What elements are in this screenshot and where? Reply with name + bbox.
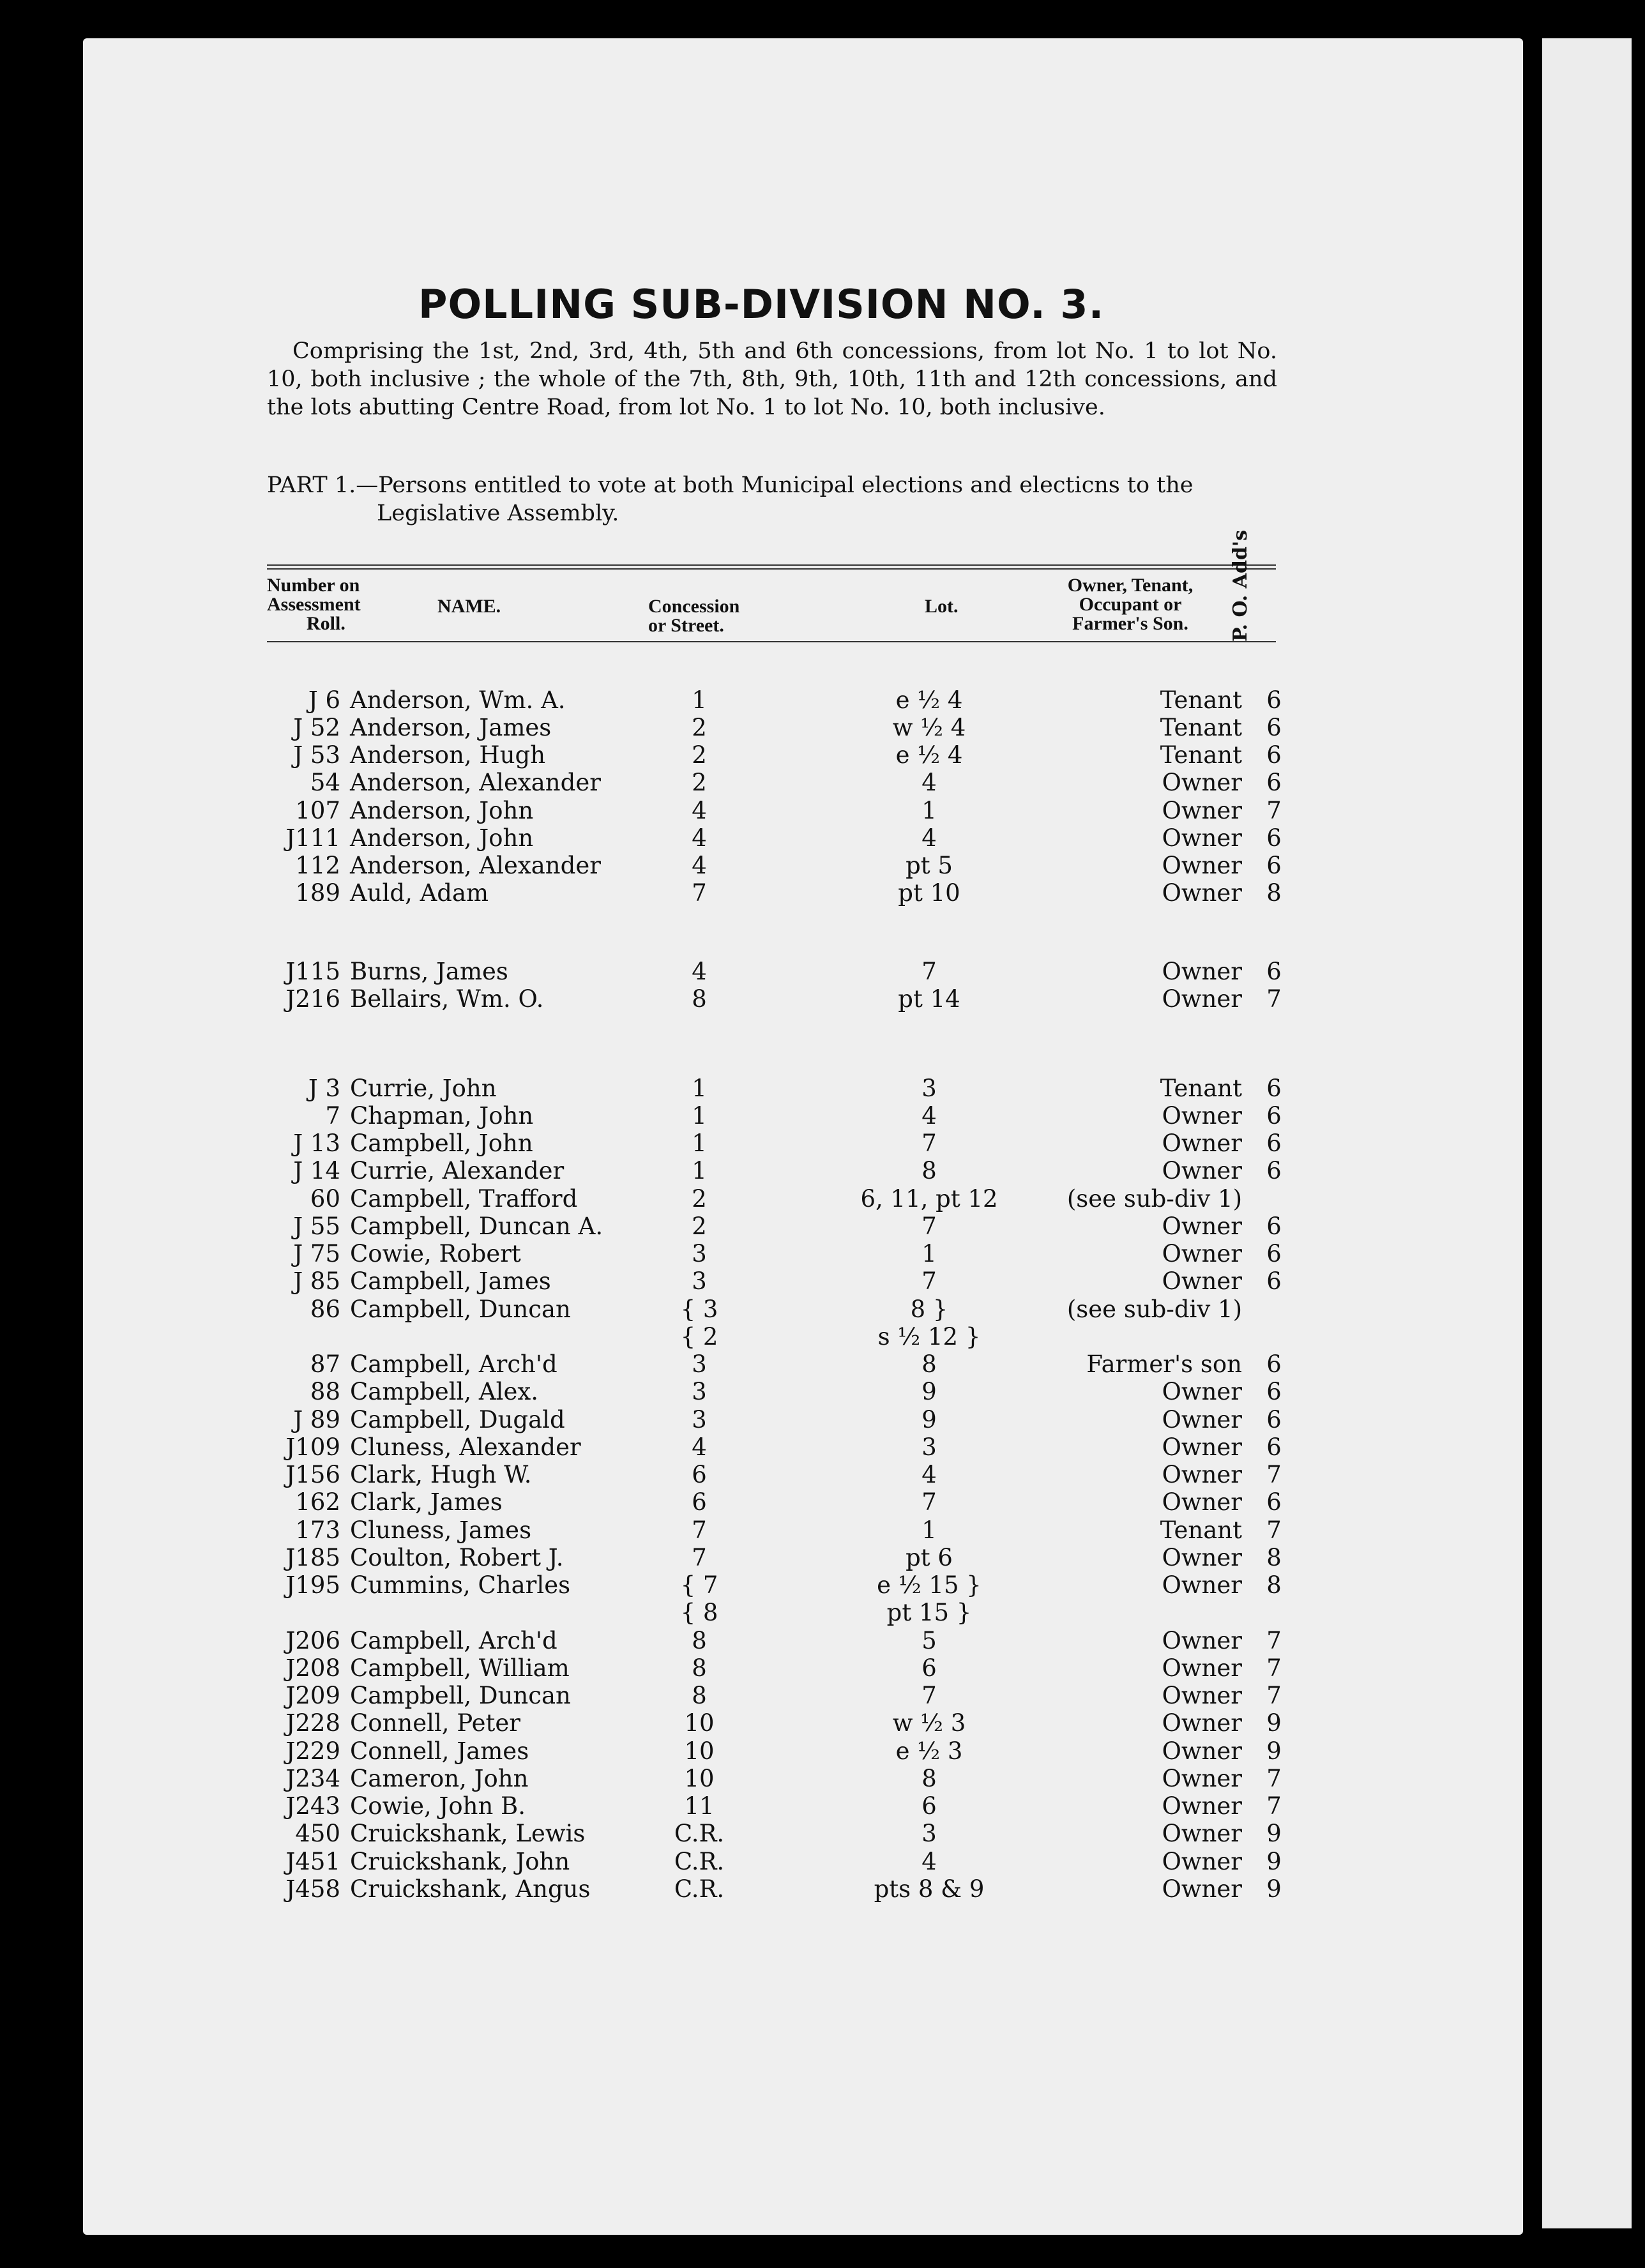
cell-name: Cowie, John B.	[350, 1792, 526, 1820]
cell-own: Owner	[1162, 1213, 1242, 1240]
cell-con: 10	[684, 1765, 715, 1792]
cell-name: Clark, James	[350, 1488, 503, 1516]
cell-lot: 8	[921, 1157, 937, 1184]
cell-lot: 4	[921, 1461, 937, 1488]
cell-con: 2	[692, 714, 707, 741]
cell-con: 2	[692, 1185, 707, 1213]
cell-po: 6	[1266, 769, 1282, 796]
cell-po: 6	[1266, 1157, 1282, 1184]
cell-lot: 9	[921, 1406, 937, 1433]
cell-lot: s ½ 12 }	[877, 1323, 981, 1350]
cell-name: Campbell, Duncan	[350, 1296, 571, 1323]
cell-po: 8	[1266, 879, 1282, 907]
cell-po: 8	[1266, 1571, 1282, 1599]
part-heading-line1: PART 1.—Persons entitled to vote at both Municipal elections and electicns to the	[267, 472, 1194, 498]
cell-con: 4	[692, 797, 707, 824]
cell-po: 6	[1266, 1240, 1282, 1267]
cell-con: 4	[692, 1433, 707, 1461]
cell-con: 3	[692, 1350, 707, 1378]
cell-own: Owner	[1162, 797, 1242, 824]
cell-lot: 3	[921, 1075, 937, 1102]
cell-con: { 8	[680, 1599, 718, 1626]
cell-lot: 7	[921, 1488, 937, 1516]
cell-num: J115	[285, 958, 340, 985]
cell-name: Campbell, Duncan	[350, 1682, 571, 1709]
cell-name: Bellairs, Wm. O.	[350, 985, 544, 1013]
cell-own: Owner	[1162, 1267, 1242, 1295]
cell-own: Owner	[1162, 1488, 1242, 1516]
cell-po: 6	[1266, 958, 1282, 985]
cell-name: Anderson, John	[350, 824, 534, 852]
cell-own: (see sub-div 1)	[1066, 1296, 1242, 1323]
cell-num: J451	[285, 1848, 340, 1875]
cell-num: J 3	[308, 1075, 340, 1102]
header-name: NAME.	[437, 596, 501, 617]
cell-num: 450	[295, 1820, 340, 1847]
cell-lot: 6	[921, 1792, 937, 1820]
cell-num: 189	[295, 879, 340, 907]
cell-con: C.R.	[674, 1848, 725, 1875]
cell-lot: pt 6	[906, 1544, 953, 1571]
table-top-rule	[267, 564, 1276, 566]
header-concession-line1: Concession	[648, 596, 740, 617]
cell-po: 9	[1266, 1737, 1282, 1765]
cell-name: Campbell, Dugald	[350, 1406, 565, 1433]
cell-own: Owner	[1162, 1654, 1242, 1682]
cell-po: 9	[1266, 1709, 1282, 1737]
cell-lot: 7	[921, 1130, 937, 1157]
cell-lot: 5	[921, 1627, 937, 1654]
cell-own: Owner	[1162, 824, 1242, 852]
cell-lot: w ½ 4	[892, 714, 966, 741]
cell-num: 54	[310, 769, 340, 796]
cell-num: 60	[310, 1185, 340, 1213]
cell-num: J 52	[293, 714, 340, 741]
cell-lot: pt 10	[898, 879, 960, 907]
cell-lot: w ½ 3	[892, 1709, 966, 1737]
cell-num: J206	[285, 1627, 340, 1654]
cell-num: J 85	[293, 1267, 340, 1295]
cell-own: Owner	[1162, 985, 1242, 1013]
cell-num: J 13	[293, 1130, 340, 1157]
cell-con: { 2	[680, 1323, 718, 1350]
cell-own: Tenant	[1160, 741, 1242, 769]
cell-po: 7	[1266, 985, 1282, 1013]
adjacent-page-edge	[1542, 38, 1632, 2228]
cell-lot: pt 15 }	[886, 1599, 972, 1626]
cell-con: 4	[692, 824, 707, 852]
cell-po: 6	[1266, 686, 1282, 714]
header-number-line2: Assessment	[267, 594, 361, 615]
cell-con: C.R.	[674, 1820, 725, 1847]
cell-name: Currie, Alexander	[350, 1157, 565, 1184]
cell-name: Campbell, James	[350, 1267, 551, 1295]
cell-lot: pts 8 & 9	[874, 1875, 985, 1903]
cell-num: J 6	[308, 686, 340, 714]
cell-name: Cummins, Charles	[350, 1571, 571, 1599]
cell-po: 7	[1266, 1516, 1282, 1544]
cell-con: 8	[692, 1654, 707, 1682]
cell-own: Owner	[1162, 1709, 1242, 1737]
cell-name: Chapman, John	[350, 1102, 534, 1130]
cell-po: 6	[1266, 1378, 1282, 1405]
page-title: POLLING SUB-DIVISION NO. 3.	[418, 281, 1105, 328]
cell-con: { 7	[680, 1571, 718, 1599]
header-owner-line3: Farmer's Son.	[1072, 613, 1188, 634]
part-heading-line2: Legislative Assembly.	[377, 501, 619, 526]
cell-po: 7	[1266, 1461, 1282, 1488]
cell-num: J195	[285, 1571, 340, 1599]
cell-lot: 4	[921, 1102, 937, 1130]
cell-con: 11	[684, 1792, 715, 1820]
table-top-rule-2	[267, 568, 1276, 570]
cell-own: Owner	[1162, 1240, 1242, 1267]
cell-own: Owner	[1162, 1792, 1242, 1820]
cell-con: 4	[692, 958, 707, 985]
cell-name: Campbell, Duncan A.	[350, 1213, 603, 1240]
cell-name: Currie, John	[350, 1075, 497, 1102]
header-owner-line1: Owner, Tenant,	[1067, 575, 1194, 596]
header-owner	[1035, 576, 1226, 633]
cell-num: J156	[285, 1461, 340, 1488]
cell-num: 7	[325, 1102, 340, 1130]
cell-lot: e ½ 4	[895, 686, 963, 714]
cell-num: J229	[285, 1737, 340, 1765]
cell-con: 3	[692, 1406, 707, 1433]
cell-lot: 4	[921, 1848, 937, 1875]
cell-num: J209	[285, 1682, 340, 1709]
cell-lot: 7	[921, 1267, 937, 1295]
cell-con: 4	[692, 852, 707, 879]
cell-name: Anderson, Alexander	[350, 769, 601, 796]
cell-own: Owner	[1162, 1461, 1242, 1488]
cell-name: Anderson, Wm. A.	[350, 686, 566, 714]
header-number-line1: Number on	[267, 575, 360, 596]
cell-con: 2	[692, 741, 707, 769]
cell-con: 8	[692, 1627, 707, 1654]
cell-own: Owner	[1162, 1433, 1242, 1461]
cell-lot: 6	[921, 1654, 937, 1682]
cell-num: J208	[285, 1654, 340, 1682]
cell-own: Owner	[1162, 1406, 1242, 1433]
cell-name: Connell, Peter	[350, 1709, 520, 1737]
cell-lot: 1	[921, 1516, 937, 1544]
cell-po: 6	[1266, 1130, 1282, 1157]
cell-name: Cruickshank, Angus	[350, 1875, 591, 1903]
cell-po: 7	[1266, 1627, 1282, 1654]
cell-con: 1	[692, 1102, 707, 1130]
cell-own: Owner	[1162, 852, 1242, 879]
cell-num: 173	[295, 1516, 340, 1544]
cell-con: 8	[692, 1682, 707, 1709]
cell-name: Anderson, John	[350, 797, 534, 824]
cell-num: 107	[295, 797, 340, 824]
cell-own: Owner	[1162, 1737, 1242, 1765]
cell-po: 9	[1266, 1848, 1282, 1875]
cell-own: Tenant	[1160, 1075, 1242, 1102]
cell-po: 6	[1266, 1350, 1282, 1378]
cell-own: Owner	[1162, 1130, 1242, 1157]
cell-name: Cluness, James	[350, 1516, 532, 1544]
cell-num: 87	[310, 1350, 340, 1378]
cell-con: 1	[692, 1157, 707, 1184]
cell-num: J458	[285, 1875, 340, 1903]
cell-name: Campbell, Arch'd	[350, 1627, 557, 1654]
cell-con: 3	[692, 1267, 707, 1295]
cell-num: 162	[295, 1488, 340, 1516]
cell-num: 86	[310, 1296, 340, 1323]
cell-own: Tenant	[1160, 686, 1242, 714]
cell-po: 9	[1266, 1820, 1282, 1847]
cell-own: Owner	[1162, 1544, 1242, 1571]
cell-name: Campbell, John	[350, 1130, 533, 1157]
cell-lot: 4	[921, 769, 937, 796]
cell-own: Tenant	[1160, 714, 1242, 741]
cell-po: 6	[1266, 714, 1282, 741]
cell-po: 6	[1266, 852, 1282, 879]
cell-con: 6	[692, 1488, 707, 1516]
cell-con: 8	[692, 985, 707, 1013]
cell-num: J 14	[293, 1157, 340, 1184]
cell-po: 7	[1266, 1765, 1282, 1792]
cell-po: 9	[1266, 1875, 1282, 1903]
cell-num: 112	[295, 852, 340, 879]
header-po: P. O. Add's	[1229, 529, 1252, 642]
cell-num: J 55	[293, 1213, 340, 1240]
cell-con: C.R.	[674, 1875, 725, 1903]
cell-con: 1	[692, 1130, 707, 1157]
cell-lot: 3	[921, 1433, 937, 1461]
cell-lot: 7	[921, 958, 937, 985]
cell-own: Owner	[1162, 879, 1242, 907]
table-header-rule	[267, 641, 1276, 642]
cell-num: J 53	[293, 741, 340, 769]
cell-name: Anderson, James	[350, 714, 552, 741]
cell-lot: 4	[921, 824, 937, 852]
cell-name: Coulton, Robert J.	[350, 1544, 564, 1571]
cell-own: Owner	[1162, 1157, 1242, 1184]
cell-name: Cruickshank, John	[350, 1848, 570, 1875]
cell-own: Owner	[1162, 1765, 1242, 1792]
cell-own: (see sub-div 1)	[1066, 1185, 1242, 1213]
cell-num: 88	[310, 1378, 340, 1405]
cell-po: 8	[1266, 1544, 1282, 1571]
cell-lot: 8	[921, 1350, 937, 1378]
cell-num: J185	[285, 1544, 340, 1571]
header-concession-line2: or Street.	[648, 615, 724, 636]
cell-con: 2	[692, 769, 707, 796]
cell-own: Owner	[1162, 1820, 1242, 1847]
cell-lot: e ½ 4	[895, 741, 963, 769]
header-number	[267, 576, 361, 633]
cell-name: Campbell, Alex.	[350, 1378, 538, 1405]
header-concession	[648, 597, 739, 635]
cell-con: 10	[684, 1737, 715, 1765]
cell-po: 6	[1266, 1406, 1282, 1433]
cell-name: Campbell, Trafford	[350, 1185, 578, 1213]
cell-po: 7	[1266, 1682, 1282, 1709]
cell-own: Owner	[1162, 1378, 1242, 1405]
cell-con: 3	[692, 1378, 707, 1405]
header-lot: Lot.	[925, 596, 959, 617]
cell-name: Cowie, Robert	[350, 1240, 521, 1267]
cell-po: 7	[1266, 1654, 1282, 1682]
cell-name: Cameron, John	[350, 1765, 529, 1792]
header-number-line3: Roll.	[307, 613, 345, 634]
cell-name: Clark, Hugh W.	[350, 1461, 532, 1488]
cell-num: J216	[285, 985, 340, 1013]
cell-num: J234	[285, 1765, 340, 1792]
cell-po: 6	[1266, 1075, 1282, 1102]
cell-name: Anderson, Hugh	[350, 741, 546, 769]
cell-lot: 9	[921, 1378, 937, 1405]
cell-own: Owner	[1162, 958, 1242, 985]
cell-con: 1	[692, 1075, 707, 1102]
cell-lot: 3	[921, 1820, 937, 1847]
cell-con: { 3	[680, 1296, 718, 1323]
cell-own: Owner	[1162, 769, 1242, 796]
cell-name: Auld, Adam	[350, 879, 489, 907]
header-owner-line2: Occupant or	[1079, 594, 1182, 615]
cell-own: Owner	[1162, 1875, 1242, 1903]
cell-lot: pt 14	[898, 985, 960, 1013]
cell-own: Owner	[1162, 1102, 1242, 1130]
cell-con: 6	[692, 1461, 707, 1488]
cell-po: 6	[1266, 1213, 1282, 1240]
cell-name: Cruickshank, Lewis	[350, 1820, 586, 1847]
cell-own: Owner	[1162, 1571, 1242, 1599]
cell-po: 6	[1266, 1433, 1282, 1461]
cell-con: 1	[692, 686, 707, 714]
cell-con: 7	[692, 879, 707, 907]
cell-lot: 1	[921, 797, 937, 824]
cell-lot: 6, 11, pt 12	[860, 1185, 998, 1213]
cell-num: J109	[285, 1433, 340, 1461]
cell-po: 6	[1266, 824, 1282, 852]
cell-num: J228	[285, 1709, 340, 1737]
cell-po: 6	[1266, 1488, 1282, 1516]
part-heading	[267, 471, 1282, 527]
description-paragraph: Comprising the 1st, 2nd, 3rd, 4th, 5th and 6th concessions, from lot No. 1 to lot No. 10, both inclusive ; the whole of the 7th, 8th, 9th, 10th, 11th and 12th concessions, and the lots abutting Centre Road, from lot No. 1 to lot No. 10, both inclusive.	[267, 338, 1277, 420]
cell-own: Tenant	[1160, 1516, 1242, 1544]
cell-own: Owner	[1162, 1848, 1242, 1875]
cell-num: J 75	[293, 1240, 340, 1267]
cell-num: J243	[285, 1792, 340, 1820]
cell-name: Burns, James	[350, 958, 508, 985]
cell-name: Cluness, Alexander	[350, 1433, 581, 1461]
cell-lot: e ½ 3	[895, 1737, 963, 1765]
cell-name: Anderson, Alexander	[350, 852, 601, 879]
cell-name: Campbell, William	[350, 1654, 570, 1682]
cell-own: Farmer's son	[1086, 1350, 1242, 1378]
cell-con: 7	[692, 1544, 707, 1571]
cell-lot: 7	[921, 1213, 937, 1240]
cell-lot: 8 }	[910, 1296, 948, 1323]
cell-num: J 89	[293, 1406, 340, 1433]
cell-po: 7	[1266, 1792, 1282, 1820]
cell-po: 6	[1266, 1267, 1282, 1295]
cell-lot: 8	[921, 1765, 937, 1792]
cell-lot: pt 5	[906, 852, 953, 879]
cell-name: Connell, James	[350, 1737, 529, 1765]
cell-po: 7	[1266, 797, 1282, 824]
cell-own: Owner	[1162, 1682, 1242, 1709]
cell-lot: e ½ 15 }	[877, 1571, 982, 1599]
cell-con: 2	[692, 1213, 707, 1240]
cell-con: 3	[692, 1240, 707, 1267]
cell-own: Owner	[1162, 1627, 1242, 1654]
cell-lot: 7	[921, 1682, 937, 1709]
cell-con: 7	[692, 1516, 707, 1544]
cell-name: Campbell, Arch'd	[350, 1350, 557, 1378]
cell-lot: 1	[921, 1240, 937, 1267]
cell-po: 6	[1266, 1102, 1282, 1130]
cell-po: 6	[1266, 741, 1282, 769]
cell-num: J111	[285, 824, 340, 852]
cell-con: 10	[684, 1709, 715, 1737]
